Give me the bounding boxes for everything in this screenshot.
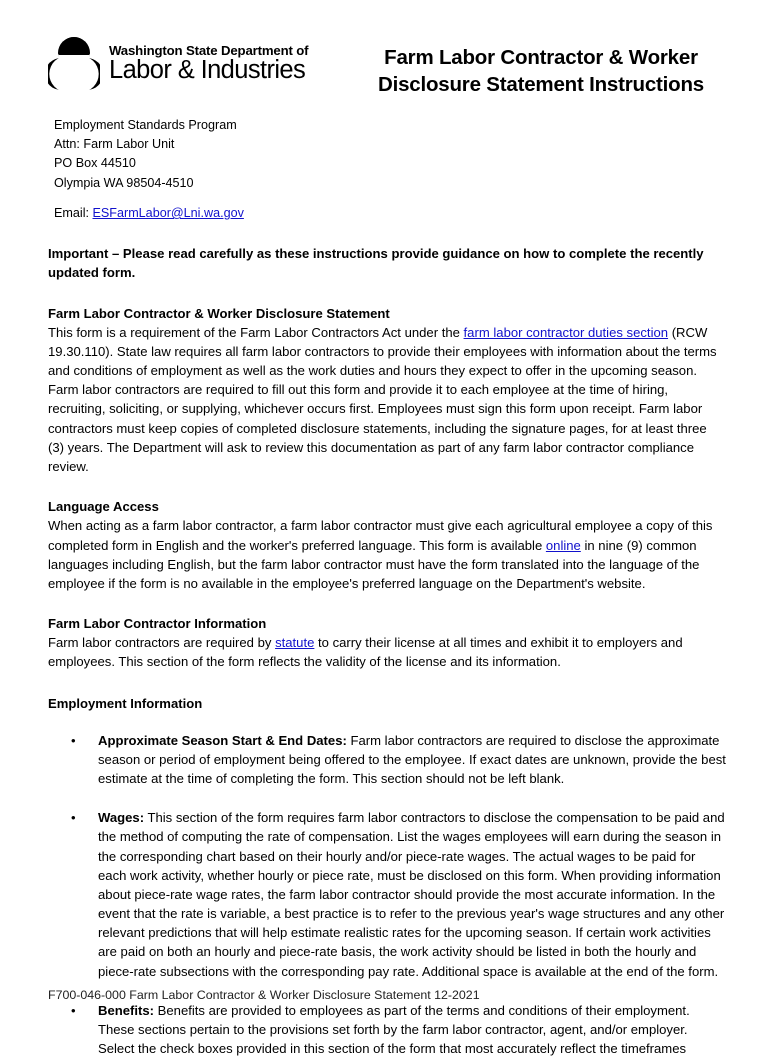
agency-address-block xyxy=(54,116,770,223)
bullet-label: Approximate Season Start & End Dates: xyxy=(98,732,347,748)
section-body-post: to carry their license at all times and exhibit it to employers and employees. This section of the form reflects the validity of the license and its information. xyxy=(48,635,683,670)
email-label: Email: xyxy=(54,206,89,220)
agency-name-line1: Washington State Department of xyxy=(109,43,309,59)
document-header xyxy=(0,0,770,99)
important-notice: Important – Please read carefully as these instructions provide guidance on how to complete the recently updated form. xyxy=(48,246,704,281)
address-line-program: Employment Standards Program xyxy=(54,117,237,132)
section-body-post: in nine (9) common languages including English, but the farm labor contractor must have the form translated into the language of the employee if the form is no available in the employee's preferred language on the Department's website. xyxy=(48,537,700,591)
section-body-post: (RCW 19.30.110). State law requires all farm labor contractors to provide their employees with information about the terms and conditions of employment as well as the work duties and hours they expect to offer in the upcoming season. Farm labor contractors are required to fill out this form and provide it to each employee at the time of hiring, recruiting, soliciting, or supplying, whichever occurs first. Employees must sign this form upon receipt. Farm labor contractors must keep copies of completed disclosure statements, including the signature pages, for at least three (3) years. The Department will ask to review this documentation as part of any farm labor contractor compliance review. xyxy=(48,324,717,474)
employment-bullet-list xyxy=(48,731,726,1058)
bullet-label: Benefits: xyxy=(98,1002,155,1018)
farm-labor-contractor-duties-link[interactable]: farm labor contractor duties section xyxy=(463,324,669,340)
section-body-pre: When acting as a farm labor contractor, a farm labor contractor must give each agricultural employee a copy of this completed form in English and the worker's preferred language. This form is available xyxy=(48,518,713,553)
bullet-label: Wages: xyxy=(98,810,145,826)
section-language-access xyxy=(48,497,726,593)
bullet-text: Farm labor contractors are required to disclose the approximate season or period of employment being offered to the employee. If exact dates are unknown, provide the best estimate at the time of completing the form. This section should not be left blank. xyxy=(98,732,726,787)
section-body xyxy=(48,633,726,671)
section-heading: Farm Labor Contractor & Worker Disclosure Statement xyxy=(48,305,390,321)
section-heading: Language Access xyxy=(48,499,159,515)
section-body xyxy=(48,516,726,593)
section-disclosure-statement xyxy=(48,304,726,477)
address-line-city: Olympia WA 98504-4510 xyxy=(54,175,194,190)
bullet-text: This section of the form requires farm labor contractors to disclose the compensation to be paid and the method of computing the rate of compensation. List the wages employees will earn during the season in the corresponding chart based on their hourly and/or piece-rate wages. The actual wages to be paid for each work activity, whether hourly or piece rate, must be disclosed on this form. When providing information about piece-rate wage rates, the farm labor contractor should provide the most accurate information. In the event that the rate is variable, a best practice is to refer to the previous year's wage structures and any other relevant predictions that will help estimate realistic rates for the upcoming season. If certain work activities are paid on both an hourly and piece-rate basis, the work activity should be listed in both the hourly and piece-rate subsections with the corresponding pay rate. Additional space is available at the end of the form. xyxy=(98,810,725,979)
agency-branding xyxy=(48,34,348,92)
section-contractor-information xyxy=(48,614,726,672)
section-body-pre: Farm labor contractors are required by xyxy=(48,635,276,651)
list-item xyxy=(48,731,726,789)
section-body xyxy=(48,323,726,476)
agency-name xyxy=(109,42,308,84)
list-item xyxy=(48,1001,726,1058)
page-title xyxy=(348,34,728,99)
list-item xyxy=(48,808,726,981)
bullet-marker-icon: • xyxy=(71,1002,76,1018)
wa-lni-three-circle-logo-icon xyxy=(48,36,100,92)
section-employment-information xyxy=(48,694,726,1058)
section-heading: Employment Information xyxy=(48,695,203,711)
agency-name-line2: Labor & Industries xyxy=(109,56,306,85)
email-row xyxy=(54,204,770,223)
bullet-marker-icon: • xyxy=(71,810,76,826)
page-footer: F700-046-000 Farm Labor Contractor & Worker Disclosure Statement 12-2021 xyxy=(48,988,480,1002)
address-line-pobox: PO Box 44510 xyxy=(54,156,136,171)
document-body xyxy=(48,223,726,1058)
bullet-text: Benefits are provided to employees as part of the terms and conditions of their employment. These sections pertain to the provisions set forth by the farm labor contractor, agent, and/or employer. Select the check boxes provided in this section of the form that most accurately reflect the timeframes xyxy=(98,1002,690,1057)
bullet-marker-icon: • xyxy=(71,732,76,748)
address-line-attn: Attn: Farm Labor Unit xyxy=(54,137,175,152)
page-title-line2: Disclosure Statement Instructions xyxy=(377,73,705,97)
page-title-line1: Farm Labor Contractor & Worker xyxy=(384,46,698,69)
statute-link[interactable]: statute xyxy=(275,635,315,651)
section-body-pre: This form is a requirement of the Farm Labor Contractors Act under the xyxy=(48,324,464,340)
section-heading: Farm Labor Contractor Information xyxy=(48,616,267,632)
email-link[interactable]: ESFarmLabor@Lni.wa.gov xyxy=(92,206,244,220)
online-link[interactable]: online xyxy=(545,537,581,553)
